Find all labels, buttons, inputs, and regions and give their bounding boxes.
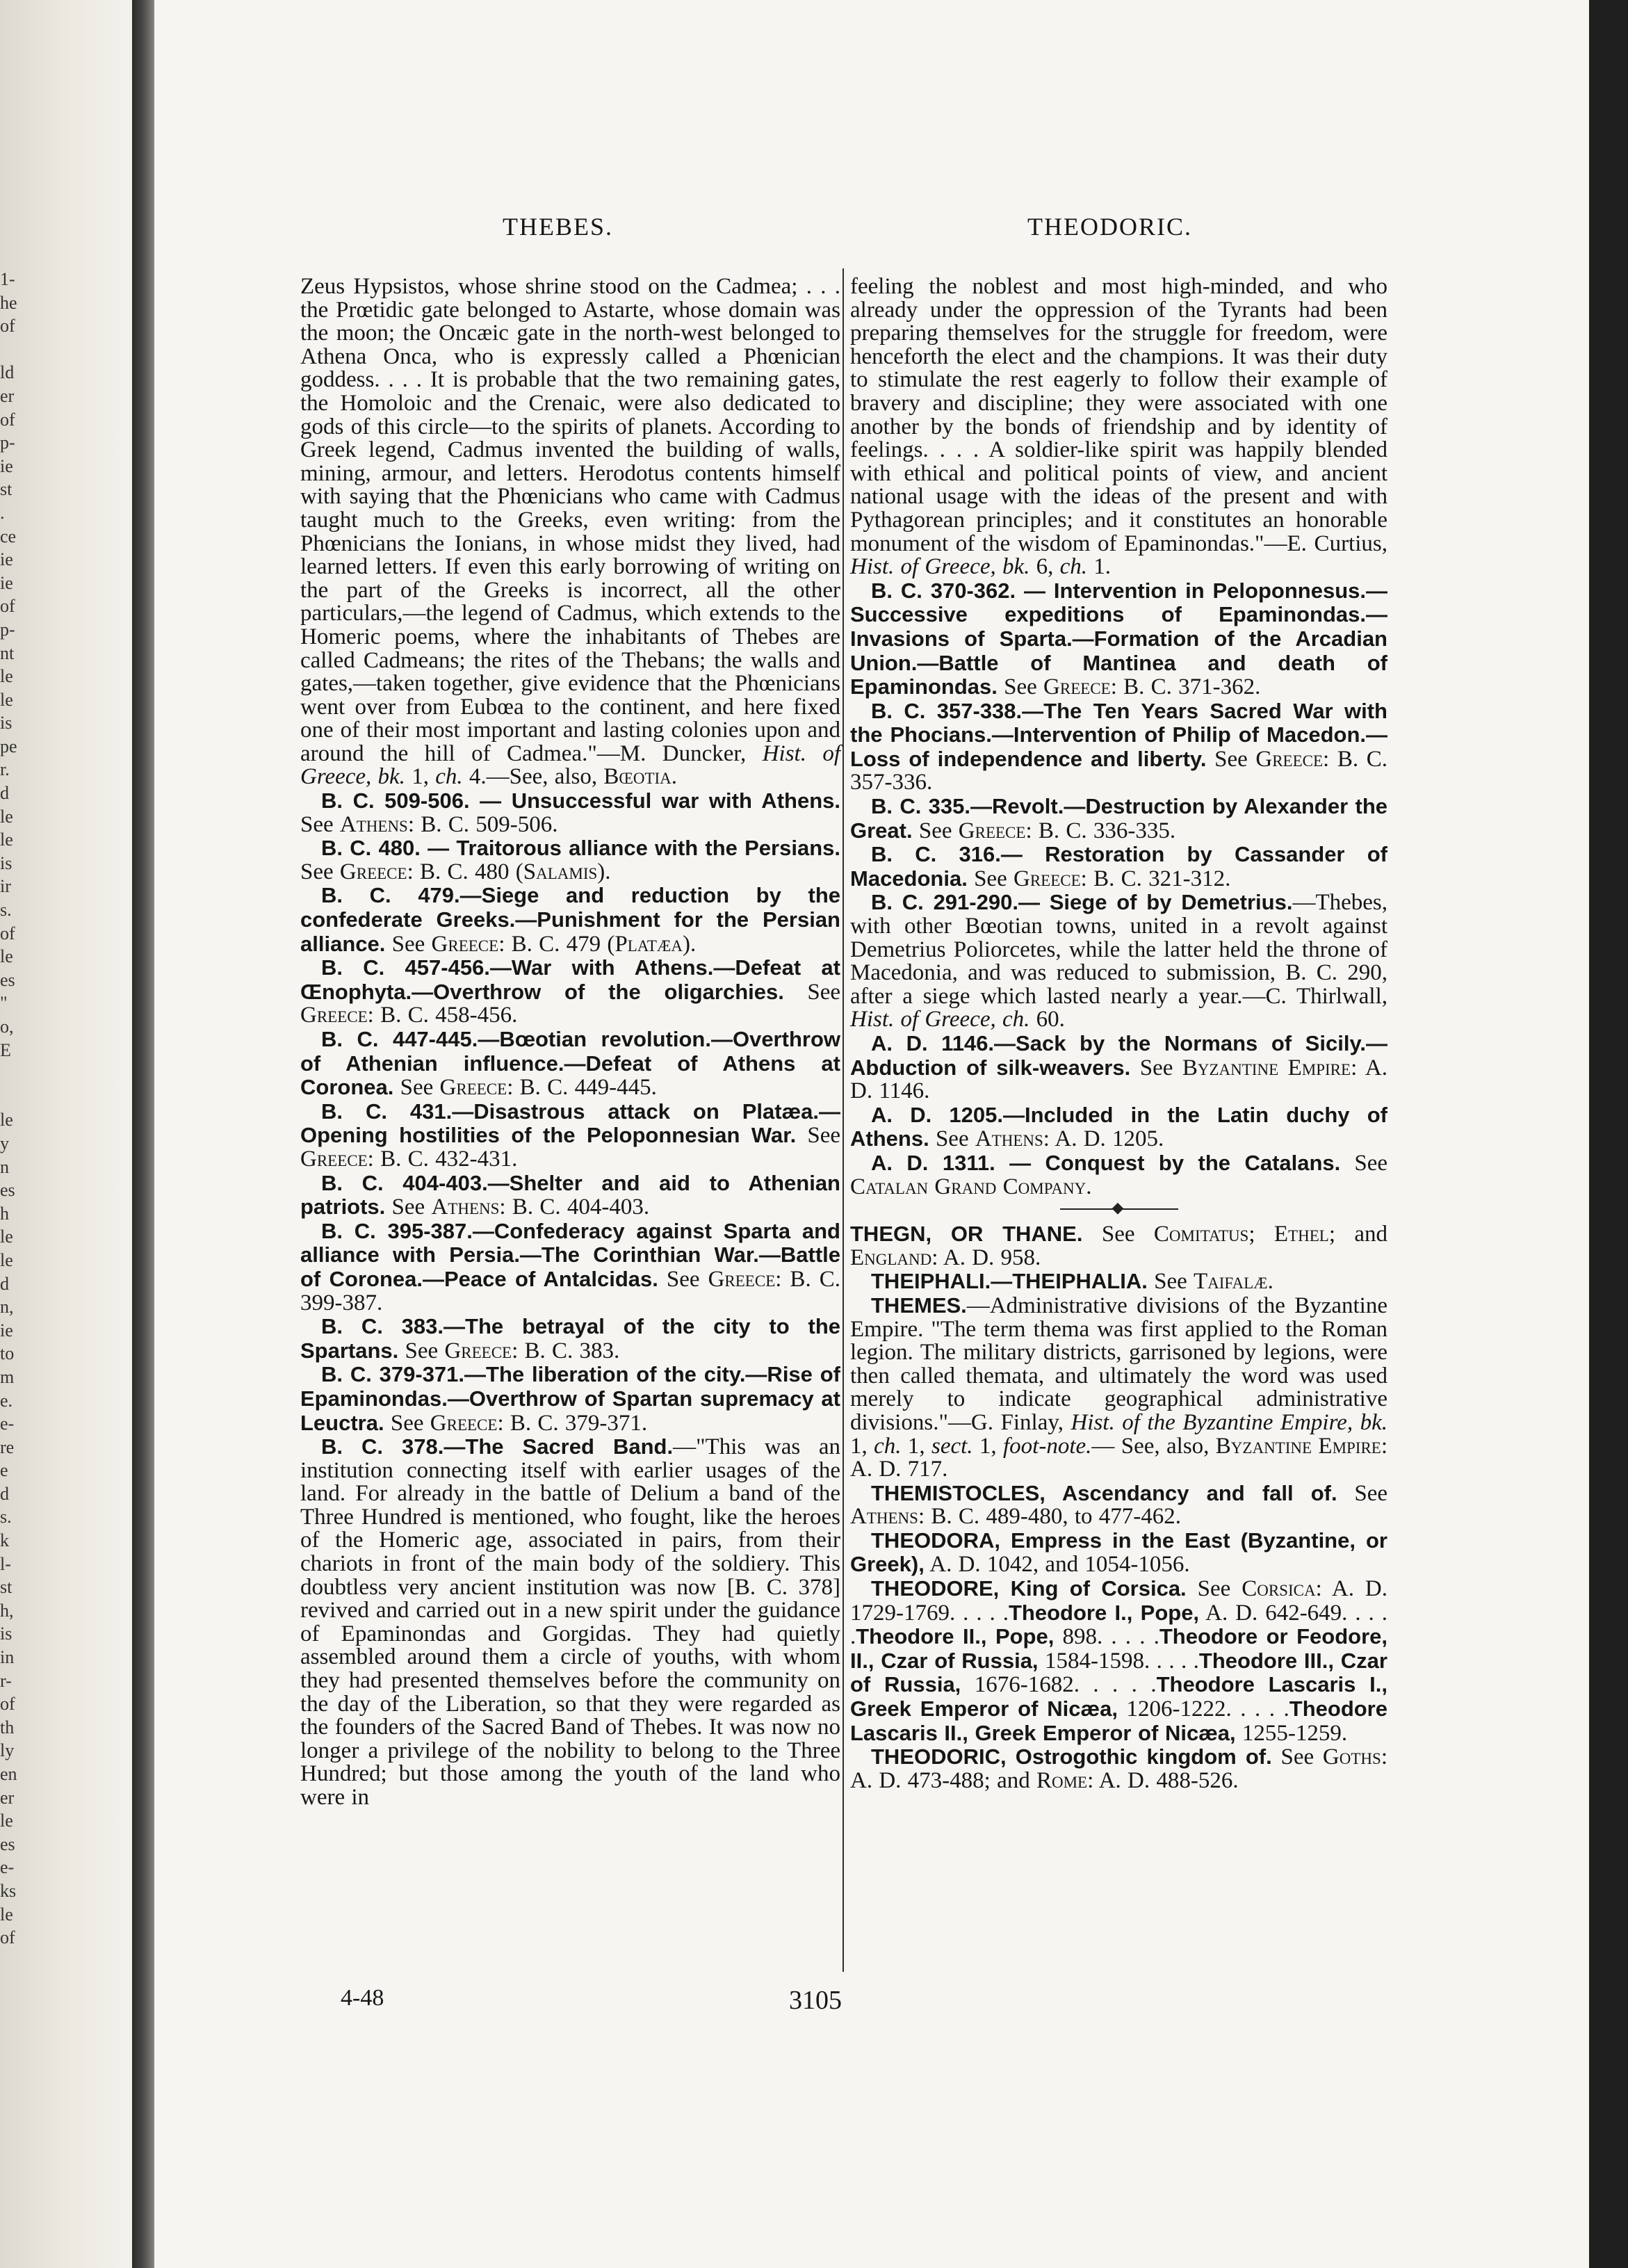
margin-fragment: ks xyxy=(0,1880,17,1901)
entry-heading: THEODORA, Empress in the East (Byzantine, or Greek), xyxy=(850,1528,1387,1577)
citation-title: Hist. of Greece, bk. xyxy=(300,740,840,790)
margin-fragment: p- xyxy=(0,432,15,453)
entry-heading: B. C. 431.—Disastrous attack on Platæa.—Opening hostilities of the Peloponnesian War. xyxy=(300,1099,840,1148)
text-run: See xyxy=(912,818,959,843)
citation-title: sect. xyxy=(931,1433,973,1459)
sub-entry xyxy=(850,699,1387,795)
text-run: : A. D. 958. xyxy=(931,1245,1041,1270)
text-run: . xyxy=(671,764,678,790)
sub-entry xyxy=(850,843,1387,891)
text-run: : A. D. 473-488; and xyxy=(850,1744,1387,1793)
sub-entry xyxy=(850,1745,1387,1792)
margin-fragment: ir xyxy=(0,876,11,897)
margin-fragment: k xyxy=(0,1530,9,1551)
margin-fragment: le xyxy=(0,689,13,710)
margin-fragment: 1- xyxy=(0,269,15,289)
margin-fragment: h, xyxy=(0,1600,14,1621)
text-run: A. D. 642-649. . . . . xyxy=(850,1600,1387,1650)
sub-entry xyxy=(300,1100,840,1172)
sub-entry xyxy=(300,836,840,884)
text-run: See xyxy=(300,811,340,837)
margin-fragment: th xyxy=(0,1717,15,1738)
margin-fragment: . xyxy=(0,502,5,523)
margin-fragment: E xyxy=(0,1039,11,1060)
margin-fragment: le xyxy=(0,1904,13,1925)
sub-entry xyxy=(850,891,1387,1032)
sub-entry xyxy=(300,789,840,836)
running-head-right: THEODORIC. xyxy=(1027,213,1192,241)
margin-fragment xyxy=(0,1062,31,1085)
text-run: : B. C. 321-312. xyxy=(1080,866,1231,891)
margin-fragment: in xyxy=(0,1647,15,1668)
margin-fragment: ld xyxy=(0,362,15,383)
text-run: ). xyxy=(682,931,697,957)
text-run: : B. C. 489-480, to 477-462. xyxy=(918,1504,1182,1530)
margin-fragment: er xyxy=(0,385,15,406)
margin-fragment: d xyxy=(0,1483,9,1504)
entry-heading: THEIPHALI.—THEIPHALIA. xyxy=(871,1269,1148,1294)
margin-fragment: le xyxy=(0,1226,13,1247)
text-run: : A. D. 488-526. xyxy=(1087,1767,1239,1793)
margin-fragment: pe xyxy=(0,736,17,756)
citation-title: ch. xyxy=(1059,554,1088,580)
margin-fragment: to xyxy=(0,1343,15,1364)
entry-heading: A. D. 1311. — Conquest by the Catalans. xyxy=(871,1150,1341,1175)
continued-paragraph xyxy=(850,275,1387,579)
margin-fragment: is xyxy=(0,852,13,873)
cross-reference: Athens xyxy=(339,811,408,837)
margin-fragment: is xyxy=(0,1623,13,1644)
margin-fragment: o, xyxy=(0,1016,14,1037)
sub-entry xyxy=(300,1435,840,1810)
cross-reference: Rome xyxy=(1036,1767,1088,1793)
column-divider xyxy=(843,268,844,1972)
sub-entry xyxy=(300,1315,840,1363)
text-run: : A. D. 1729-1769. . . . . xyxy=(850,1576,1387,1626)
text-run: : A. D. 1205. xyxy=(1043,1126,1164,1152)
entry-heading: Theodore I., Pope, xyxy=(1008,1600,1200,1625)
cross-reference: Greece xyxy=(339,859,407,884)
entry-heading: B. C. 457-456.—War with Athens.—Defeat at Œnophyta.—Overthrow of the oligarchies. xyxy=(300,955,840,1004)
margin-fragment: of xyxy=(0,923,15,943)
cross-reference: Greece xyxy=(1255,746,1324,772)
signature-mark: 4-48 xyxy=(341,1985,384,2011)
cross-reference: Corsica xyxy=(1242,1576,1316,1602)
sub-entry xyxy=(300,1172,840,1220)
entry-heading: THEODORE, King of Corsica. xyxy=(871,1576,1187,1601)
cross-reference: Greece xyxy=(430,1410,498,1436)
margin-fragment: re xyxy=(0,1436,15,1457)
margin-fragment: n xyxy=(0,1156,9,1177)
margin-fragment: e. xyxy=(0,1390,13,1411)
margin-fragment: le xyxy=(0,806,13,827)
entry-heading: THEMISTOCLES, Ascendancy and fall of. xyxy=(871,1480,1337,1505)
margin-fragment: st xyxy=(0,1577,13,1598)
sub-entry xyxy=(850,1294,1387,1482)
entry-heading: B. C. 509-506. — Unsuccessful war with Athens. xyxy=(321,788,840,813)
text-run: See xyxy=(783,979,840,1005)
text-run: See xyxy=(1271,1744,1323,1770)
text-run: 4.—See, also, xyxy=(462,764,604,790)
text-run: See xyxy=(1130,1055,1182,1080)
cross-reference: Taifalæ xyxy=(1194,1269,1268,1295)
text-run: : B. C. 371-362. xyxy=(1110,674,1261,700)
text-run: See xyxy=(1340,1150,1387,1176)
cross-reference: Greece xyxy=(958,818,1026,843)
main-entry xyxy=(850,1222,1387,1270)
margin-fragment: s. xyxy=(0,900,12,921)
text-run: 1, xyxy=(972,1433,1004,1459)
text-run: —Thebes, with other Bœotian towns, united in a revolt against Demetrius Poliorcetes, while the latter held the throne of Macedonia, and was reduced to submission, B. C. 290, after a siege which lasted nearly a year.—C. Thirlwall, xyxy=(850,890,1387,1009)
cross-reference: Platæa xyxy=(614,931,683,957)
text-run: See xyxy=(385,931,432,957)
entry-heading: A. D. 1146.—Sack by the Normans of Sicily.—Abduction of silk-weavers. xyxy=(850,1031,1387,1080)
text-run: ; xyxy=(1248,1222,1274,1247)
margin-fragment: h xyxy=(0,1203,9,1224)
text-run: 1, xyxy=(901,1433,931,1459)
margin-fragment: ly xyxy=(0,1740,15,1761)
margin-fragment: d xyxy=(0,1273,9,1294)
text-run: See xyxy=(300,859,340,884)
cross-reference: Greece xyxy=(300,1003,368,1028)
text-run: feeling the noblest and most high-minded, and who already under the oppression of the Tyrants had been preparing themselves for the struggle for freedom, were henceforth the elect and the champions. It was their duty to stimulate the rest eagerly to follow their example of bravery and discipline; they were associated with one another by the bonds of friendship and by identity of feelings. . . . A soldier-like spirit was happily blended with ethical and political points of view, and ancient national usage with the ideas of the present and with Pythagorean principles; and it constitutes an honorable monument of the wisdom of Epaminondas."—E. Curtius, xyxy=(850,274,1387,556)
citation-title: Hist. of Greece, bk. xyxy=(850,554,1030,580)
cross-reference: Greece xyxy=(444,1338,512,1363)
sub-entry xyxy=(300,1220,840,1315)
sub-entry xyxy=(850,1577,1387,1745)
text-run: See xyxy=(658,1266,708,1292)
previous-page-fragments xyxy=(0,268,31,1950)
sub-entry xyxy=(850,1151,1387,1199)
text-run: : B. C. 357-336. xyxy=(850,746,1387,795)
text-run: —Administrative divisions of the Byzantine Empire. "The term thema was first applied to the Roman legion. The military districts, garrisoned by legions, were then called themata, and ultimately the word was used merely to indicate geographical administrative divisions."—G. Finlay, xyxy=(850,1293,1387,1435)
text-run: : B. C. 336-335. xyxy=(1025,818,1176,843)
entry-heading: A. D. 1205.—Included in the Latin duchy of Athens. xyxy=(850,1102,1387,1151)
text-run: 6, xyxy=(1029,554,1060,580)
entry-heading: B. C. 447-445.—Bœotian revolution.—Overthrow of Athenian influence.—Defeat of Athens at Coronea. xyxy=(300,1027,840,1100)
margin-fragment: st xyxy=(0,479,13,500)
text-run: : B. C. 379-371. xyxy=(497,1410,648,1436)
margin-fragment: of xyxy=(0,596,15,617)
text-run: : B. C. 458-456. xyxy=(367,1003,518,1028)
margin-fragment: ie xyxy=(0,455,13,476)
sub-entry xyxy=(850,795,1387,843)
continued-paragraph xyxy=(300,275,840,789)
cross-reference: Salamis xyxy=(523,859,598,884)
text-run: 60. xyxy=(1029,1007,1065,1032)
entry-heading: B. C. 316.— Restoration by Cassander of Macedonia. xyxy=(850,842,1387,891)
text-run: : A. D. 1146. xyxy=(850,1055,1387,1104)
margin-fragment: y xyxy=(0,1133,9,1153)
text-run: . xyxy=(1267,1269,1273,1295)
text-run: ). xyxy=(597,859,611,884)
margin-fragment: le xyxy=(0,1249,13,1270)
margin-fragment: m xyxy=(0,1366,15,1387)
margin-fragment: ce xyxy=(0,526,17,546)
text-run: See xyxy=(385,1194,432,1220)
entry-heading: Theodore II., Pope, xyxy=(856,1624,1055,1649)
cross-reference: Greece xyxy=(439,1075,507,1101)
entry-heading: B. C. 383.—The betrayal of the city to the Spartans. xyxy=(300,1314,840,1363)
citation-title: ch. xyxy=(874,1433,902,1459)
text-run: 1, xyxy=(850,1433,874,1459)
margin-fragment: ie xyxy=(0,572,13,593)
text-run: See xyxy=(1337,1480,1387,1506)
text-run: See xyxy=(929,1126,975,1152)
text-run: : B. C. 479 ( xyxy=(498,931,615,957)
entry-heading: B. C. 291-290.— Siege of by Demetrius. xyxy=(871,890,1293,915)
text-run: See xyxy=(1206,746,1256,772)
margin-fragment: le xyxy=(0,666,13,687)
citation-title: foot-note. xyxy=(1003,1433,1092,1459)
entry-heading: THEODORIC, Ostrogothic kingdom of. xyxy=(871,1744,1272,1769)
sub-entry xyxy=(850,1529,1387,1577)
text-run: A. D. 1042, and 1054-1056. xyxy=(924,1552,1190,1578)
sub-entry xyxy=(300,1028,840,1100)
running-head-left: THEBES. xyxy=(503,213,614,241)
cross-reference: Athens xyxy=(850,1504,918,1530)
margin-fragment: en xyxy=(0,1764,17,1784)
text-run: : B. C. 449-445. xyxy=(507,1075,657,1101)
entry-heading: THEMES. xyxy=(871,1293,967,1318)
text-run: See xyxy=(796,1123,840,1149)
margin-fragment: of xyxy=(0,316,15,337)
cross-reference: Ethel xyxy=(1273,1222,1329,1247)
entry-heading: B. C. 404-403.—Shelter and aid to Athenian patriots. xyxy=(300,1170,840,1220)
text-run: See xyxy=(1147,1269,1194,1295)
cross-reference: Athens xyxy=(431,1194,500,1220)
cross-reference: Catalan Grand Company xyxy=(850,1174,1086,1199)
margin-fragment: is xyxy=(0,713,13,734)
cross-reference: England xyxy=(850,1245,932,1270)
text-run: 1255-1259. xyxy=(1235,1720,1348,1746)
section-divider xyxy=(1060,1208,1178,1210)
sub-entry xyxy=(850,579,1387,699)
sub-entry xyxy=(850,1103,1387,1151)
entry-heading: B. C. 370-362. — Intervention in Peloponnesus.—Successive expeditions of Epaminondas.—Invasions of Sparta.—Formation of the Arcadian Union.—Battle of Mantinea and death of Epaminondas. xyxy=(850,578,1387,699)
margin-fragment: of xyxy=(0,1927,15,1948)
book-binding-shadow xyxy=(132,0,154,2268)
cross-reference: Byzantine Empire xyxy=(1182,1055,1351,1080)
entry-heading: B. C. 395-387.—Confederacy against Sparta and alliance with Persia.—The Corinthian War.—Battle of Coronea.—Peace of Antalcidas. xyxy=(300,1218,840,1291)
margin-fragment: le xyxy=(0,1811,13,1831)
page-number: 3105 xyxy=(789,1986,842,2015)
text-run: : B. C. 509-506. xyxy=(407,811,558,837)
text-run: ; and xyxy=(1328,1222,1388,1247)
margin-fragment: ie xyxy=(0,1320,13,1340)
margin-fragment: n, xyxy=(0,1297,14,1318)
text-run: 898. . . . . xyxy=(1054,1624,1159,1650)
cross-reference: Athens xyxy=(975,1126,1043,1152)
margin-fragment xyxy=(0,1085,31,1109)
cross-reference: Byzantine Empire xyxy=(1215,1433,1381,1459)
cross-reference: Bœotia xyxy=(603,764,671,790)
margin-fragment: e xyxy=(0,1460,8,1481)
cross-reference: Greece xyxy=(431,931,499,957)
text-run: 1676-1682. . . . . xyxy=(961,1672,1157,1698)
margin-fragment: p- xyxy=(0,619,15,640)
sub-entry xyxy=(300,884,840,956)
entry-heading: B. C. 379-371.—The liberation of the city.—Rise of Epaminondas.—Overthrow of Spartan supremacy at Leuctra. xyxy=(300,1362,840,1435)
text-run: : B. C. 432-431. xyxy=(367,1146,518,1172)
margin-fragment: nt xyxy=(0,642,15,663)
entry-heading: THEGN, OR THANE. xyxy=(850,1222,1083,1247)
right-column xyxy=(850,275,1387,1966)
sub-entry xyxy=(850,1032,1387,1103)
text-run: : B. C. 404-403. xyxy=(499,1194,650,1220)
citation-title: ch. xyxy=(435,764,463,790)
cross-reference: Greece xyxy=(1043,674,1111,700)
margin-fragment: le xyxy=(0,946,13,967)
margin-fragment: he xyxy=(0,292,17,313)
margin-fragment: er xyxy=(0,1787,15,1808)
entry-heading: Theodore or Feodore, II., Czar of Russia, xyxy=(850,1624,1388,1673)
scan-edge xyxy=(1589,0,1628,2268)
text-run: See xyxy=(398,1338,445,1363)
margin-fragment: r- xyxy=(0,1670,12,1691)
margin-fragment: e- xyxy=(0,1857,15,1878)
text-run: : B. C. 383. xyxy=(512,1338,620,1363)
cross-reference: Comitatus xyxy=(1153,1222,1249,1247)
citation-title: Hist. of the Byzantine Empire, bk. xyxy=(1071,1409,1387,1435)
margin-fragment: e- xyxy=(0,1414,15,1434)
margin-fragment: le xyxy=(0,829,13,850)
entry-heading: B. C. 378.—The Sacred Band. xyxy=(321,1434,674,1459)
cross-reference: Greece xyxy=(1013,866,1081,891)
cross-reference: Goths xyxy=(1322,1744,1381,1770)
entry-heading: Theodore Lascaris II., Greek Emperor of Nicæa, xyxy=(850,1696,1387,1745)
text-run: —"This was an institution connecting itself with earlier usages of the land. For already in the battle of Delium a band of the Three Hundred is mentioned, who fought, like the heroes of the Homeric age, associated in pairs, from their chariots in front of the main body of the soldiery. This doubtless very ancient institution was now [B. C. 378] revived and carried out in a new spirit under the guidance of Epaminondas and Gorgidas. They had quietly assembled around them a circle of youths, with whom they had presented themselves before the community on the day of the Liberation, so that they were regarded as the founders of the Sacred Band of Thebes. It was now no longer a privilege of the nobility to belong to the Three Hundred; but those among the youth of the land who were in xyxy=(300,1434,840,1810)
margin-fragment: d xyxy=(0,783,9,804)
text-run: See xyxy=(967,866,1014,891)
left-column xyxy=(300,275,840,1966)
sub-entry xyxy=(300,1363,840,1435)
cross-reference: Greece xyxy=(708,1266,776,1292)
text-run: : B. C. 480 ( xyxy=(407,859,523,884)
entry-heading: B. C. 480. — Traitorous alliance with the Persians. xyxy=(321,836,840,861)
entry-heading: B. C. 335.—Revolt.—Destruction by Alexander the Great. xyxy=(850,794,1387,843)
sub-entry xyxy=(300,956,840,1028)
entry-heading: B. C. 479.—Siege and reduction by the confederate Greeks.—Punishment for the Persian alliance. xyxy=(300,883,840,956)
margin-fragment: es xyxy=(0,1833,15,1854)
cross-reference: Greece xyxy=(300,1146,368,1172)
entry-heading: B. C. 357-338.—The Ten Years Sacred War with the Phocians.—Intervention of Philip of Macedon.—Loss of independence and liberty. xyxy=(850,698,1387,771)
margin-fragment: s. xyxy=(0,1507,12,1528)
margin-fragment: l- xyxy=(0,1553,11,1574)
text-run: 1584-1598. . . . . xyxy=(1038,1648,1199,1674)
margin-fragment: es xyxy=(0,1180,15,1201)
text-run: See xyxy=(393,1075,440,1101)
text-run: See xyxy=(384,1410,430,1436)
margin-fragment: es xyxy=(0,969,15,990)
margin-fragment: " xyxy=(0,993,8,1014)
text-run: Zeus Hypsistos, whose shrine stood on the Cadmea; . . . the Prœtidic gate belonged to Astarte, whose domain was the moon; the Oncæic gate in the north-west belonged to Athena Onca, who is expressly called a Phœnician goddess. . . . It is probable that the two remaining gates, the Homoloic and the Crenaic, were also dedicated to gods of this circle—to the spirits of planets. According to Greek legend, Cadmus invented the building of walls, mining, armour, and letters. Herodotus contents himself with saying that the Phœnicians who came with Cadmus taught much to the Greeks, even writing: from the Phœnicians the Ionians, in whose midst they lived, had learned letters. If even this early borrowing of writing on the part of the Greeks is incorrect, all the other particulars,—the legend of Cadmus, which extends to the Homeric poems, where the inhabitants of Thebes are called Cadmeans; the rites of the Thebans; the walls and gates,—taken together, give evidence that the Phœnicians went over from Eubœa to the continent, and here fixed one of their most important and lasting colonies upon and around the hill of Cadmea."—M. Duncker, xyxy=(300,274,840,766)
margin-fragment: ie xyxy=(0,549,13,570)
margin-fragment: le xyxy=(0,1110,13,1131)
text-run: : A. D. 717. xyxy=(850,1433,1388,1482)
entry-heading: Theodore III., Czar of Russia, xyxy=(850,1648,1387,1697)
sub-entry xyxy=(850,1482,1387,1529)
text-run: 1206-1222. . . . . xyxy=(1117,1696,1289,1722)
text-run: . xyxy=(1086,1174,1092,1199)
text-run: 1, xyxy=(405,764,436,790)
text-run: — See, also, xyxy=(1091,1433,1216,1459)
citation-title: Hist. of Greece, ch. xyxy=(850,1007,1030,1032)
entry-heading: Theodore Lascaris I., Greek Emperor of Nicæa, xyxy=(850,1672,1387,1722)
text-run: See xyxy=(997,674,1044,700)
margin-fragment: r. xyxy=(0,759,10,780)
margin-fragment: of xyxy=(0,1694,15,1715)
text-run: : B. C. 399-387. xyxy=(300,1266,840,1315)
text-run: See xyxy=(1186,1576,1242,1602)
margin-fragment: of xyxy=(0,409,15,430)
text-run: See xyxy=(1082,1222,1154,1247)
sub-entry xyxy=(850,1270,1387,1294)
text-run: 1. xyxy=(1087,554,1112,580)
margin-fragment xyxy=(0,338,31,362)
